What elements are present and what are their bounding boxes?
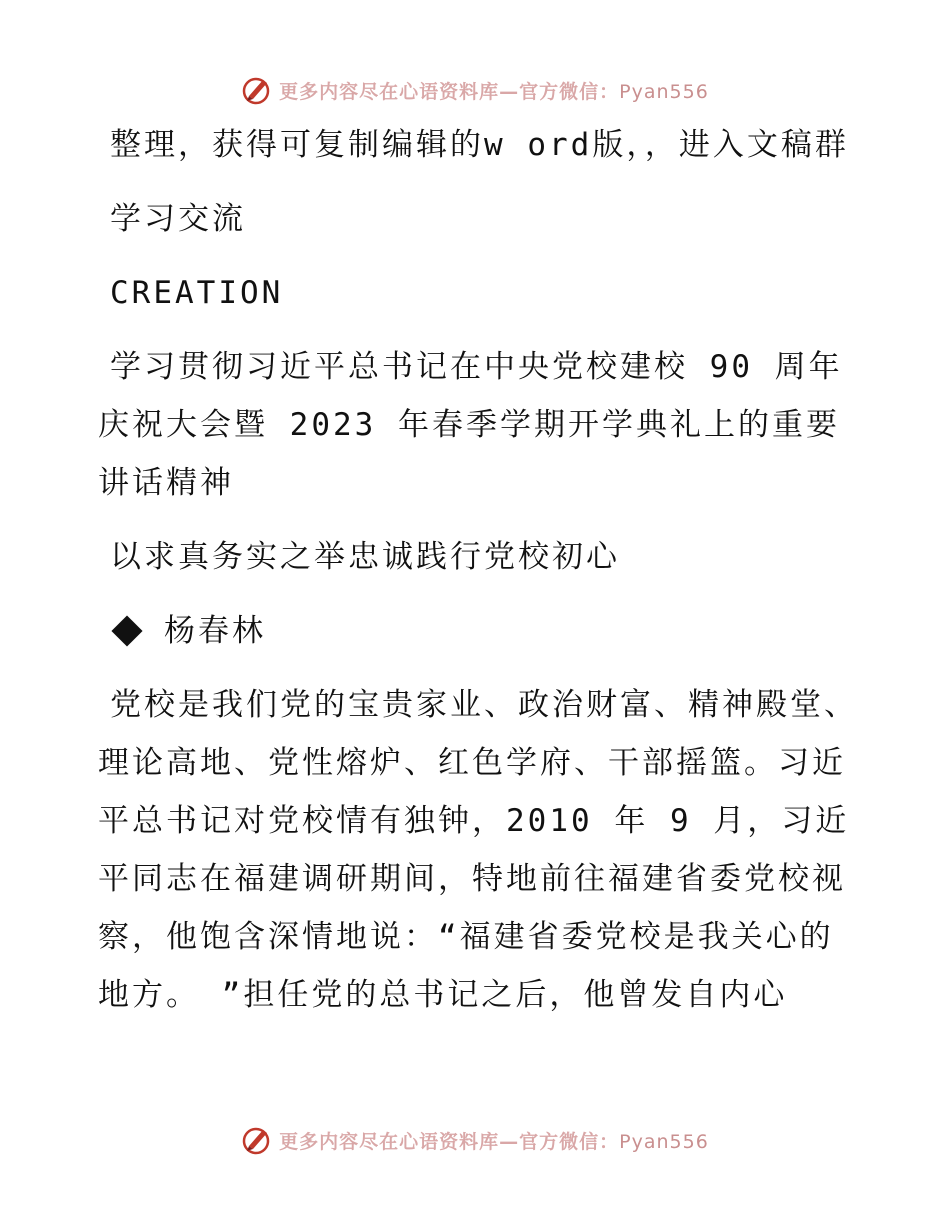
pen-logo-icon xyxy=(241,74,273,106)
footer-watermark xyxy=(0,1120,950,1160)
watermark-wechat-id: Pyan556 xyxy=(619,80,709,103)
paragraph-intro: 整理，获得可复制编辑的w ord版，，进入文稿群 xyxy=(110,127,849,163)
paragraph-creation: CREATION xyxy=(110,275,284,311)
watermark-text: 更多内容尽在心语资料库—官方微信：Pyan556 xyxy=(279,80,709,103)
author-name: 杨春林 xyxy=(164,613,266,649)
watermark-text: 更多内容尽在心语资料库—官方微信：Pyan556 xyxy=(279,1130,709,1153)
document-body xyxy=(98,116,858,1024)
pen-logo-icon xyxy=(241,1124,273,1156)
paragraph-topic: 学习贯彻习近平总书记在中央党校建校 90 周年庆祝大会暨 2023 年春季学期开学典礼上的重要讲话精神 xyxy=(98,349,843,501)
diamond-bullet-icon xyxy=(111,615,142,646)
article-title: 以求真务实之举忠诚践行党校初心 xyxy=(110,539,620,575)
header-watermark xyxy=(0,70,950,110)
author-line xyxy=(98,602,858,660)
paragraph-study-exchange: 学习交流 xyxy=(110,201,246,237)
paragraph-body: 党校是我们党的宝贵家业、政治财富、精神殿堂、理论高地、党性熔炉、红色学府、干部摇篮。习近平总书记对党校情有独钟，2010 年 9 月，习近平同志在福建调研期间，特地前往福建省委党校视察，他饱含深情地说：“福建省委党校是我关心的地方。 ”担任党的总书记之后，他曾发自内心 xyxy=(98,687,858,1013)
watermark-wechat-id: Pyan556 xyxy=(619,1130,709,1153)
